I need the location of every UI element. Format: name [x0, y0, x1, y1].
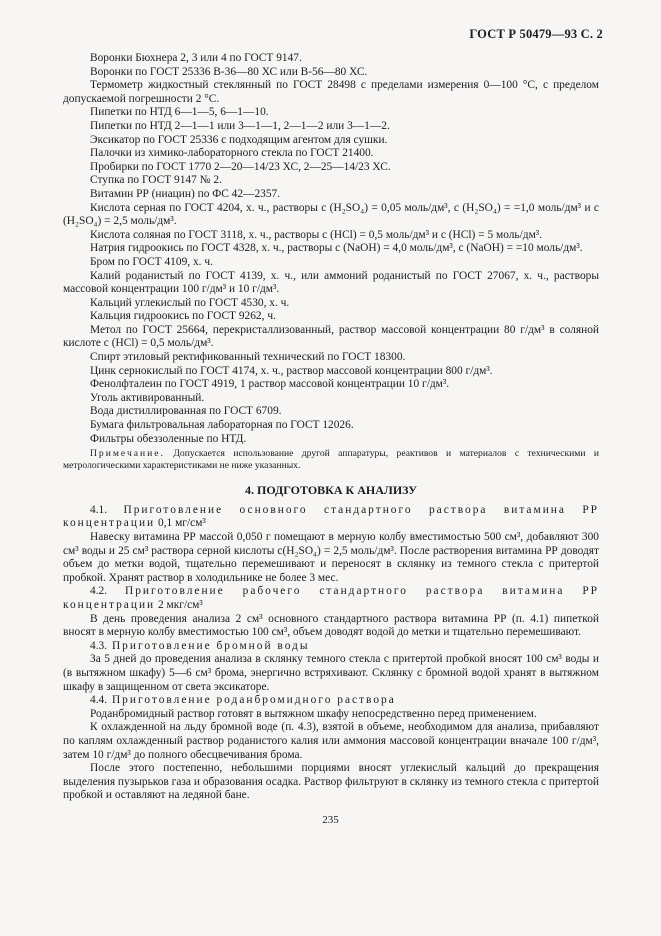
list-item: Пипетки по НТД 2—1—1 или 3—1—1, 2—1—2 или 3—1—2. — [90, 119, 390, 132]
list-item: Кислота соляная по ГОСТ 3118, х. ч., растворы c (HCl) = 0,5 моль/дм³ и c (HCl) = 5 моль/дм³. — [90, 228, 543, 241]
subsection-heading-text: Приготовление рабочего стандартного раствора витамина РР концентрации — [63, 585, 599, 611]
list-item: Калий роданистый по ГОСТ 4139, х. ч., или аммоний роданистый по ГОСТ 27067, х. ч., растворы массовой концентрации 100 г/дм³ и 10 г/дм³. — [63, 269, 599, 296]
paragraph: В день проведения анализа 2 см³ основного стандартного раствора витамина РР (п. 4.1) пипеткой вносят в мерную колбу вместимостью 100 см³, объем доводят водой до метки и тщательно перемешивают. — [63, 612, 599, 639]
subsection-heading-tail: 2 мкг/см³ — [155, 598, 203, 611]
subsection-heading-text: Приготовление основного стандартного раствора витамина РР концентрации — [63, 503, 599, 530]
list-item: Бром по ГОСТ 4109, х. ч. — [90, 255, 213, 268]
list-item: Метол по ГОСТ 25664, перекристаллизованный, раствор массовой концентрации 80 г/дм³ в соляной кислоте c (HCl) = 0,5 моль/дм³. — [63, 323, 599, 350]
paragraph: За 5 дней до проведения анализа в склянку темного стекла с притертой пробкой вносят 100 см³ воды и (в вытяжном шкафу) 5—6 см³ брома, энергично встряхивают. Склянку с бромной водой хранят в вытяжном шкафу в защищенном от света эксикаторе. — [63, 653, 599, 693]
paragraph: Роданбромидный раствор готовят в вытяжном шкафу непосредственно перед применением. — [90, 707, 537, 720]
paragraph: Навеску витамина РР массой 0,050 г помещают в мерную колбу вместимостью 500 см³, добавляют 300 см³ воды и 25 см³ раствора серной кислоты c(H₂SO₄) = 2,5 моль/дм³. После растворения витамина РР доводят объем до метки водой, тщательно перемешивают и переносят в склянку из темного стекла с притертой пробкой. Хранят раствор в холодильнике не более 3 мес. — [63, 531, 599, 584]
list-item: Спирт этиловый ректификованный технический по ГОСТ 18300. — [90, 351, 406, 364]
section-title: 4. ПОДГОТОВКА К АНАЛИЗУ — [244, 483, 418, 498]
list-item: Эксикатор по ГОСТ 25336 с подходящим агентом для сушки. — [90, 133, 388, 146]
list-item: Воронки по ГОСТ 25336 В-36—80 ХС или В-56—80 ХС. — [90, 65, 368, 78]
paragraph: После этого постепенно, небольшими порциями вносят углекислый кальций до прекращения выделения пузырьков газа и образования осадка. Раствор фильтруют в склянку из темного стекла с притертой пробкой и оставляют на ледяной бане. — [63, 762, 599, 802]
document-body — [63, 52, 599, 803]
list-item: Кислота серная по ГОСТ 4204, х. ч., растворы c (H₂SO₄) = 0,05 моль/дм³, c (H₂SO₄) = =1,0 моль/дм³ и c (H₂SO₄) = 2,5 моль/дм³. — [63, 201, 599, 228]
page-number: 235 — [322, 814, 339, 826]
subsection-number: 4.2. — [90, 585, 108, 598]
list-item: Фенолфталеин по ГОСТ 4919, 1 раствор массовой концентрации 10 г/дм³. — [90, 378, 450, 391]
list-item: Пробирки по ГОСТ 1770 2—20—14/23 ХС, 2—25—14/23 ХС. — [90, 160, 391, 173]
subsection-heading-text: Приготовление роданбромидного раствора — [107, 694, 396, 707]
list-item: Уголь активированный. — [90, 391, 205, 404]
subsection-number: 4.1. — [90, 503, 108, 516]
paragraph: К охлажденной на льду бромной воде (п. 4.3), взятой в объеме, необходимом для анализа, прибавляют по каплям охлажденный раствор роданистого калия или аммония массовой концентрации вначале 100 г/дм³, затем 10 г/дм³ до полного обесцвечивания брома. — [63, 721, 599, 761]
list-item: Ступка по ГОСТ 9147 № 2. — [90, 174, 222, 187]
page-header: ГОСТ Р 50479—93 С. 2 — [469, 27, 603, 41]
note — [63, 448, 599, 472]
subsection-heading — [63, 640, 599, 654]
list-item: Воронки Бюхнера 2, 3 или 4 по ГОСТ 9147. — [90, 52, 302, 64]
subsection-heading-tail: 0,1 мг/см³ — [155, 517, 206, 530]
list-item: Цинк сернокислый по ГОСТ 4174, х. ч., раствор массовой концентрации 800 г/дм³. — [90, 364, 493, 377]
list-item: Вода дистиллированная по ГОСТ 6709. — [90, 405, 282, 418]
subsection-heading — [63, 694, 599, 708]
subsection-heading — [63, 585, 599, 612]
subsection-number: 4.3. — [90, 639, 108, 652]
list-item: Кальций углекислый по ГОСТ 4530, х. ч. — [90, 296, 290, 309]
note-text: Допускается использование другой аппаратуры, реактивов и материалов с техническими и метрологическими характеристиками не ниже указанных. — [63, 448, 599, 472]
subsection-heading — [63, 504, 599, 531]
subsection-heading-text: Приготовление бромной воды — [107, 639, 310, 652]
subsection-number: 4.4. — [90, 694, 108, 707]
list-item: Витамин РР (ниацин) по ФС 42—2357. — [90, 187, 281, 200]
list-item: Палочки из химико-лабораторного стекла по ГОСТ 21400. — [90, 147, 374, 160]
list-item: Термометр жидкостный стеклянный по ГОСТ 28498 с пределами измерения 0—100 °С, с пределом допускаемой погрешности 2 °С. — [63, 79, 599, 105]
list-item: Натрия гидроокись по ГОСТ 4328, х. ч., растворы c (NaOH) = 4,0 моль/дм³, c (NaOH) = =10 моль/дм³. — [90, 242, 583, 255]
list-item: Фильтры обеззоленные по НТД. — [90, 432, 247, 445]
list-item: Кальция гидроокись по ГОСТ 9262, ч. — [90, 310, 276, 323]
note-label: Примечание. — [90, 448, 165, 460]
list-item: Бумага фильтровальная лабораторная по ГОСТ 12026. — [90, 419, 354, 432]
list-item: Пипетки по НТД 6—1—5, 6—1—10. — [90, 106, 269, 119]
